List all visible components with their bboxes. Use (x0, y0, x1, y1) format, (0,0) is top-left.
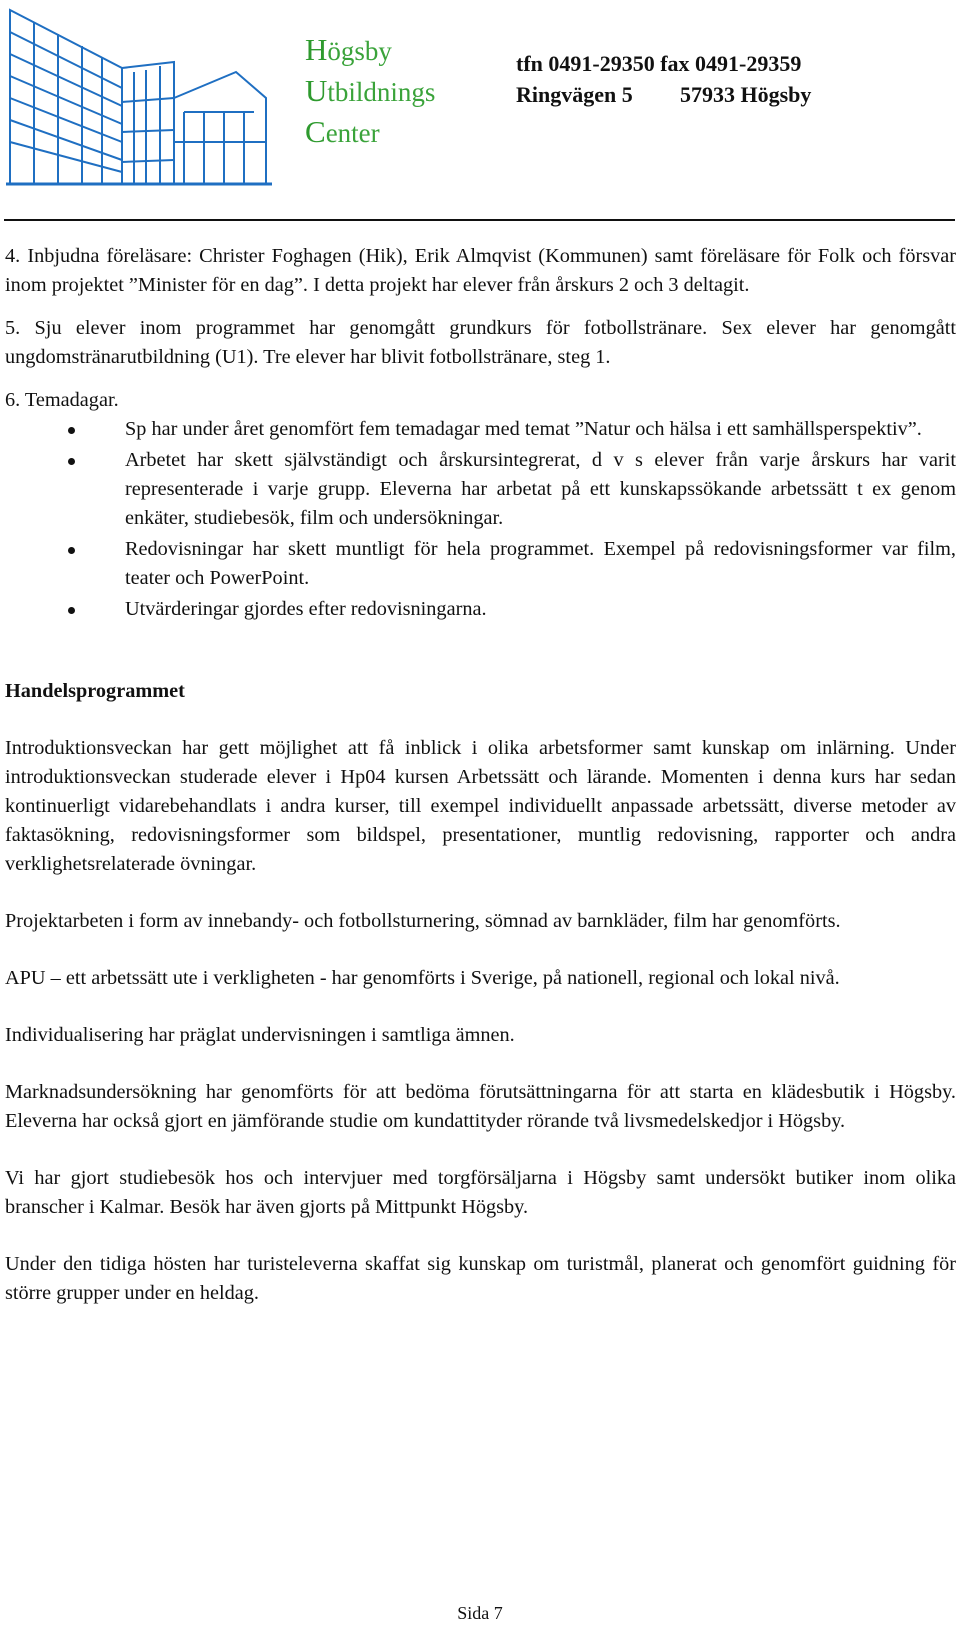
paragraph: Marknadsundersökning har genomförts för att bedöma förutsättningarna för att starta en klädesbutik i Högsby. Eleverna har också gjort en jämförande studie om kundattityder rörande två livsmedelskedjor i Högsby. (5, 1081, 956, 1132)
postal-city: 57933 Högsby (680, 82, 812, 107)
paragraph: Vi har gjort studiebesök hos och intervjuer med torgförsäljarna i Högsby samt undersökt butiker inom olika branscher i Kalmar. Besök har även gjorts på Mittpunkt Högsby. (5, 1167, 956, 1218)
letterhead (0, 0, 960, 220)
school-name-logo (305, 30, 435, 153)
bullet-item: Sp har under året genomfört fem temadagar med temat ”Natur och hälsa i ett samhällsperspektiv”. (125, 415, 956, 444)
phone-fax: tfn 0491-29350 fax 0491-29359 (516, 51, 802, 76)
page-number: Sida 7 (457, 1603, 503, 1623)
paragraph: Individualisering har präglat undervisningen i samtliga ämnen. (5, 1024, 515, 1046)
numbered-item: 6. Temadagar. (5, 389, 119, 411)
bullet-list (5, 415, 956, 624)
bullet-item: Redovisningar har skett muntligt för hela programmet. Exempel på redovisningsformer var film, teater och PowerPoint. (125, 535, 956, 593)
logo-line: Center (305, 114, 380, 149)
paragraph: APU – ett arbetssätt ute i verkligheten - har genomförts i Sverige, på nationell, regional och lokal nivå. (5, 967, 840, 989)
paragraph: Projektarbeten i form av innebandy- och fotbollsturnering, sömnad av barnkläder, film har genomförts. (5, 910, 841, 932)
contact-block (516, 48, 811, 110)
paragraph: Under den tidiga hösten har turisteleverna skaffat sig kunskap om turistmål, planerat och genomfört guidning för större grupper under en heldag. (5, 1253, 956, 1304)
school-building-logo-icon (4, 2, 274, 190)
address (516, 79, 811, 110)
bullet-item: Utvärderingar gjordes efter redovisningarna. (125, 595, 956, 624)
numbered-item: 5. Sju elever inom programmet har genomgått grundkurs för fotbollstränare. Sex elever har genomgått ungdomstränarutbildning (U1). Tre elever har blivit fotbollstränare, steg 1. (5, 317, 956, 368)
document-body (5, 242, 956, 1308)
paragraph: Introduktionsveckan har gett möjlighet att få inblick i olika arbetsformer samt kunskap om inlärning. Under introduktionsveckan studerade elever i Hp04 kursen Arbetssätt och lärande. Momenten i denna kurs har sedan kontinuerligt vidarebehandlats i andra kurser, till exempel individuellt anpassade arbetssätt, diverse metoder av faktasökning, redovisningsformer som bildspel, presentationer, muntlig redovisning, rapporter och andra verklighetsrelaterade övningar. (5, 737, 956, 875)
street-address: Ringvägen 5 (516, 82, 633, 107)
bullet-item: Arbetet har skett självständigt och årskursintegrerat, d v s elever från varje årskurs har varit representerade i varje grupp. Eleverna har arbetat på ett kunskapssökande arbetssätt t ex genom enkäter, studiebesök, film och undersökningar. (125, 446, 956, 533)
logo-line: Utbildnings (305, 73, 436, 108)
logo-line: Högsby (305, 32, 392, 67)
numbered-item: 4. Inbjudna föreläsare: Christer Foghagen (Hik), Erik Almqvist (Kommunen) samt föreläsare för Folk och försvar inom projektet ”Minister för en dag”. I detta projekt har elever från årskurs 2 och 3 deltagit. (5, 245, 956, 296)
section-heading: Handelsprogrammet (5, 680, 185, 702)
header-divider (4, 219, 955, 221)
